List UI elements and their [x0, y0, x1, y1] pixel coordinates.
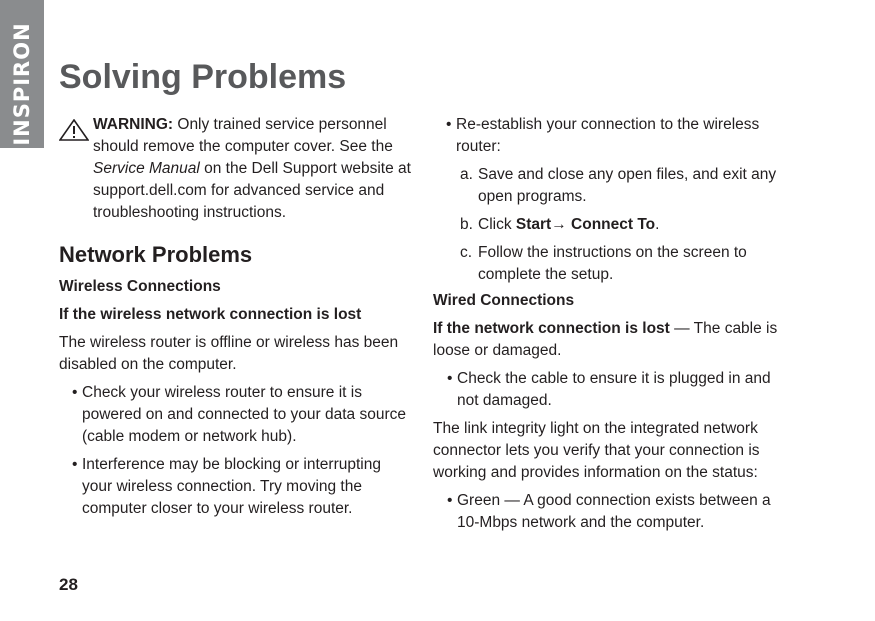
- bullet-dot: •: [72, 456, 78, 473]
- step-marker: c.: [460, 244, 473, 261]
- step-text-suffix: .: [655, 216, 660, 233]
- bullet-dot: •: [447, 492, 453, 509]
- list-item: [433, 114, 793, 158]
- warning-triangle-icon: [59, 119, 89, 141]
- wireless-intro-paragraph: The wireless router is offline or wireless has been disabled on the computer.: [59, 334, 399, 373]
- list-item: [59, 454, 411, 520]
- step-text: Click: [478, 216, 516, 233]
- warning-text-part2: on the Dell Support website at support.dell.com for advanced service and troubleshooting instructions.: [93, 160, 411, 221]
- arrow-glyph: →: [551, 216, 572, 233]
- bullet-dot: •: [72, 384, 78, 401]
- step-item: [433, 164, 793, 208]
- list-item-text: Interference may be blocking or interrupting your wireless connection. Try moving the computer closer to your wireless router.: [82, 456, 381, 517]
- list-item: [59, 382, 411, 448]
- list-item: [433, 368, 793, 412]
- link-integrity-paragraph: The link integrity light on the integrated network connector lets you verify that your connection is working and provides information on the status:: [433, 420, 760, 481]
- step-marker: a.: [460, 166, 473, 183]
- step-item: [433, 242, 793, 286]
- wireless-lost-subheading: If the wireless network connection is lost: [59, 306, 362, 323]
- bullet-dot: •: [446, 116, 452, 133]
- right-column: [433, 114, 793, 534]
- list-item: [433, 490, 793, 534]
- brand-logo-text: INSPIRON: [10, 22, 34, 146]
- step-text: Follow the instructions on the screen to complete the setup.: [478, 244, 747, 283]
- list-item-text: Check the cable to ensure it is plugged in and not damaged.: [457, 370, 771, 409]
- step-text: Save and close any open files, and exit any open programs.: [478, 166, 777, 205]
- step-item: [433, 214, 793, 236]
- step-marker: b.: [460, 216, 473, 233]
- network-problems-heading: Network Problems: [59, 242, 253, 267]
- wired-lost-subheading: If the network connection is lost: [433, 320, 670, 337]
- wireless-connections-heading: Wireless Connections: [59, 278, 221, 295]
- wired-connections-heading: Wired Connections: [433, 292, 575, 309]
- list-item-text: Check your wireless router to ensure it is powered on and connected to your data source (cable modem or network hub).: [82, 384, 407, 445]
- service-manual-reference: Service Manual: [93, 160, 200, 177]
- list-item-text: Re-establish your connection to the wireless router:: [456, 116, 760, 155]
- wired-lost-description: — The cable is loose or damaged.: [433, 320, 778, 359]
- list-item-text: Green — A good connection exists between a 10-Mbps network and the computer.: [457, 492, 771, 531]
- page-title: Solving Problems: [59, 58, 347, 96]
- brand-sidebar: [0, 0, 44, 148]
- start-menu-reference: Start: [515, 216, 552, 233]
- bullet-dot: •: [447, 370, 453, 387]
- warning-label: WARNING:: [93, 116, 174, 133]
- page-number: 28: [59, 575, 78, 594]
- connect-to-reference: Connect To: [571, 216, 656, 233]
- wired-lost-paragraph: [433, 318, 793, 362]
- warning-notice: [59, 114, 411, 224]
- left-column: [59, 114, 411, 520]
- warning-text-part1: Only trained service personnel should remove the computer cover. See the: [93, 116, 393, 155]
